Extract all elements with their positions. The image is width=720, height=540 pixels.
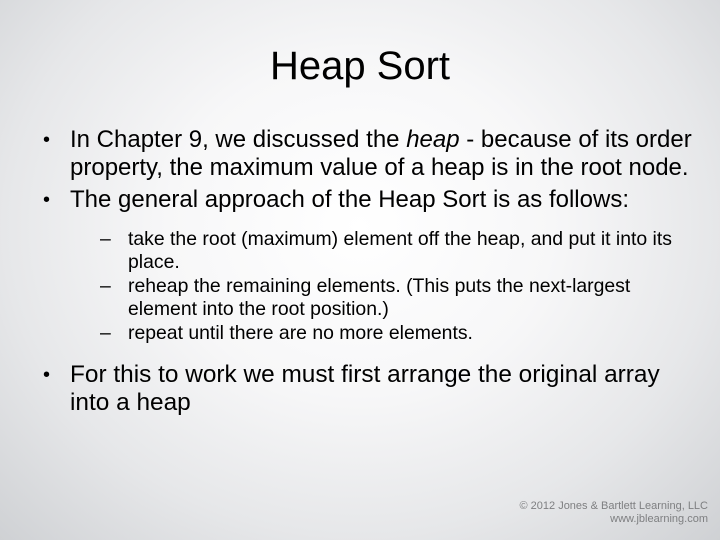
dash-marker: –	[100, 228, 111, 250]
sub-bullet-item	[100, 275, 693, 320]
bullet-item	[43, 186, 693, 345]
sub-bullet-item	[100, 322, 693, 345]
copyright-notice	[520, 500, 709, 526]
bullet-marker: •	[43, 129, 51, 151]
sub-bullet-item	[100, 228, 693, 273]
dash-marker: –	[100, 275, 111, 297]
dash-marker: –	[100, 322, 111, 344]
bullet-item	[43, 361, 693, 417]
bullet-text: The general approach of the Heap Sort is as follows:	[70, 186, 629, 213]
sub-bullet-text: take the root (maximum) element off the heap, and put it into its place.	[128, 228, 672, 273]
copyright-text: © 2012 Jones & Bartlett Learning, LLC	[519, 500, 708, 512]
bullet-item	[43, 126, 693, 182]
bullet-marker: •	[43, 189, 51, 211]
bullet-list	[43, 126, 693, 421]
bullet-emphasis: heap	[406, 126, 460, 153]
bullet-text-before: In Chapter 9, we discussed the	[70, 126, 407, 153]
sub-bullet-text: repeat until there are no more elements.	[128, 322, 473, 344]
slide-title: Heap Sort	[269, 44, 451, 88]
publisher-website: www.jblearning.com	[610, 513, 708, 525]
sub-bullet-list	[100, 228, 693, 345]
bullet-marker: •	[43, 363, 51, 386]
sub-bullet-text: reheap the remaining elements. (This puts the next-largest element into the root position.)	[128, 275, 631, 320]
bullet-text-after: - because of its order property, the maximum value of a heap is in the root node.	[70, 126, 692, 181]
bullet-text: For this to work we must first arrange the original array into a heap	[70, 360, 660, 416]
